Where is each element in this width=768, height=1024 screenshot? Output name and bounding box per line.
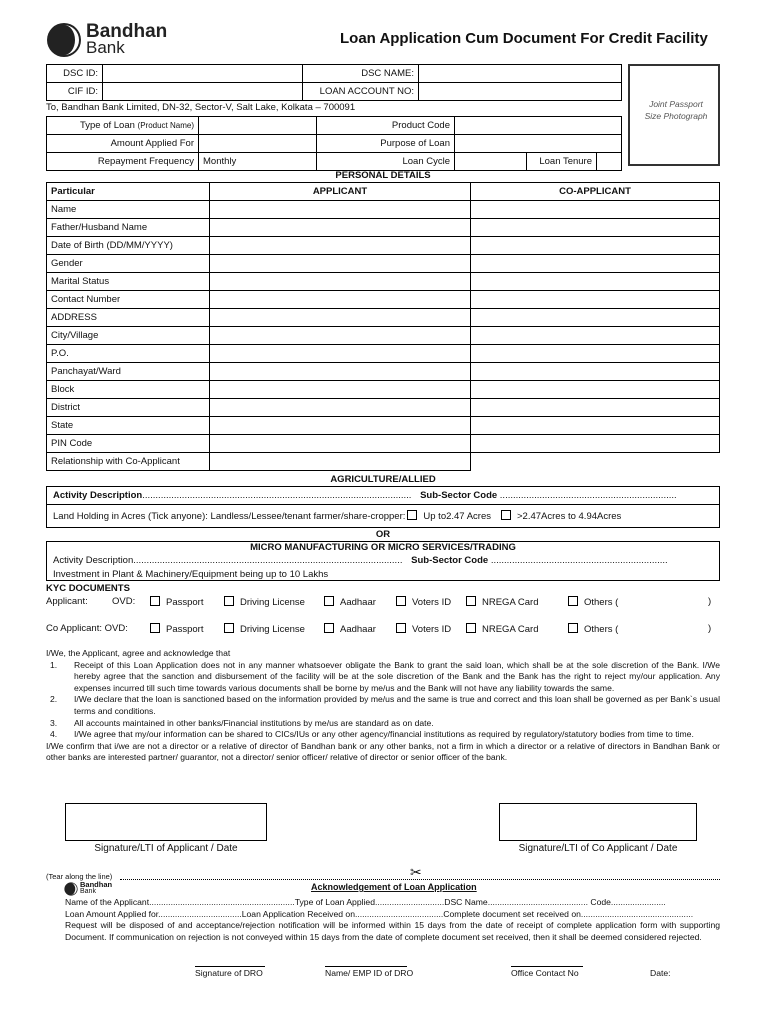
dsc-name-label: DSC NAME: (303, 65, 419, 83)
bank-name-line2: Bank (86, 38, 125, 57)
loan-account-label: LOAN ACCOUNT NO: (303, 83, 419, 101)
declaration-item-number: 2. (50, 694, 58, 705)
type-of-loan-label: Type of Loan (Product Name) (47, 117, 199, 135)
coapplicant-signature-box[interactable] (499, 803, 697, 841)
repayment-frequency-label: Repayment Frequency (47, 153, 199, 171)
personal-row-label: Marital Status (47, 273, 210, 291)
tear-label: (Tear along the line) (46, 872, 113, 881)
ack-logo-line2: Bank (80, 888, 96, 895)
applicant-field[interactable] (210, 381, 471, 399)
micro-investment: Investment in Plant & Machinery/Equipment being up to 10 Lakhs (53, 569, 329, 580)
kyc-applicant-label: Applicant: (46, 596, 88, 607)
coapplicant-others-label: Others ( (584, 624, 619, 635)
coapplicant-field[interactable] (471, 345, 720, 363)
applicant-voters-label: Voters ID (412, 597, 452, 608)
ack-logo (64, 881, 124, 897)
product-code-field[interactable] (455, 117, 622, 135)
relationship-label: Relationship with Co-Applicant (47, 453, 210, 471)
declaration-item (46, 718, 720, 730)
dro-name-label: Name/ EMP ID of DRO (325, 968, 414, 978)
applicant-driving-label: Driving License (240, 597, 305, 608)
or-divider: OR (375, 529, 391, 540)
page-title: Loan Application Cum Document For Credit Facility (340, 30, 708, 47)
declaration-item (46, 729, 720, 741)
personal-row (47, 381, 720, 399)
declaration-confirm: I/We confirm that i/we are not a director or a relative of director of Bandhan bank or any other banks, not a firm in which a director or a relative of directors in Bandhan Bank or other banks are interested partner/ guarantor, not a director/ senior officer/ relative of director or senior officer of the bank. (46, 740, 720, 763)
micro-box (46, 541, 720, 581)
personal-row (47, 237, 720, 255)
amount-applied-field[interactable] (199, 135, 317, 153)
photo-box[interactable] (628, 64, 720, 166)
applicant-others-label: Others ( (584, 597, 619, 608)
kyc-applicant-ovd: OVD: (112, 596, 136, 607)
applicant-nrega-label: NREGA Card (482, 597, 539, 608)
coapplicant-field[interactable] (471, 399, 720, 417)
coapplicant-driving-checkbox[interactable] (224, 623, 234, 633)
dsc-cif-table (46, 64, 622, 101)
land-holding-label: Land Holding in Acres (Tick anyone): Landless/Lessee/tenant farmer/share-cropper: (53, 511, 406, 522)
personal-row-label: State (47, 417, 210, 435)
loan-tenure-label: Loan Tenure (527, 153, 597, 171)
personal-row (47, 417, 720, 435)
declaration-item (46, 694, 720, 717)
kyc-heading: KYC DOCUMENTS (46, 583, 130, 594)
personal-row-label: Father/Husband Name (47, 219, 210, 237)
applicant-voters-checkbox[interactable] (396, 596, 406, 606)
applicant-passport-label: Passport (166, 597, 204, 608)
kyc-coapplicant-row (46, 623, 720, 637)
coapplicant-aadhaar-checkbox[interactable] (324, 623, 334, 633)
personal-row-label: Contact Number (47, 291, 210, 309)
personal-details-heading: PERSONAL DETAILS (335, 170, 431, 181)
personal-row-label: PIN Code (47, 435, 210, 453)
cif-id-label: CIF ID: (47, 83, 103, 101)
micro-activity-label: Activity Description (53, 555, 134, 566)
bank-logo (46, 22, 166, 58)
scissors-icon: ✂ (410, 864, 422, 880)
repayment-frequency-value[interactable]: Monthly (199, 153, 317, 171)
ack-notice: Request will be disposed of and acceptance/rejection notification will be informed within 15 days from the date of receipt of complete application form with supporting Document. If communication on rejection is not conveyed within 15 days from the date of complete document set received, then it shall be deemed considered rejected. (65, 920, 720, 942)
loan-tenure-field[interactable] (597, 153, 622, 171)
office-contact-label: Office Contact No (511, 968, 579, 978)
declaration (46, 648, 720, 764)
applicant-field[interactable] (210, 309, 471, 327)
coapplicant-nrega-checkbox[interactable] (466, 623, 476, 633)
coapplicant-field[interactable] (471, 273, 720, 291)
applicant-field[interactable] (210, 345, 471, 363)
relationship-empty (471, 453, 720, 471)
ack-logo-line1: Bandhan (80, 880, 113, 889)
relationship-field[interactable] (210, 453, 471, 471)
coapplicant-signature-label: Signature/LTI of Co Applicant / Date (518, 843, 678, 854)
upto-247-checkbox[interactable] (407, 510, 417, 520)
applicant-aadhaar-checkbox[interactable] (324, 596, 334, 606)
bandhan-logo-small-icon (64, 882, 78, 896)
personal-row-label: Block (47, 381, 210, 399)
applicant-field[interactable] (210, 273, 471, 291)
coapplicant-field[interactable] (471, 291, 720, 309)
personal-row (47, 327, 720, 345)
above-247-label: >2.47Acres to 4.94Acres (517, 511, 622, 522)
dro-signature-line[interactable] (195, 966, 265, 967)
loan-account-field[interactable] (419, 83, 622, 101)
ack-line2: Loan Amount Applied for...................................Loan Application Received on.....................................Complete document set received on............................................... (65, 909, 694, 919)
personal-row (47, 291, 720, 309)
coapplicant-field[interactable] (471, 309, 720, 327)
applicant-field[interactable] (210, 399, 471, 417)
coapplicant-field[interactable] (471, 381, 720, 399)
type-of-loan-field[interactable] (199, 117, 317, 135)
agri-activity-field[interactable]: ...................................................................................................... (142, 490, 412, 501)
personal-row-label: Name (47, 201, 210, 219)
agri-subsector-field[interactable]: ................................................................... (499, 490, 677, 501)
amount-applied-label: Amount Applied For (47, 135, 199, 153)
col-particular: Particular (47, 183, 210, 201)
applicant-field[interactable] (210, 435, 471, 453)
loan-cycle-label: Loan Cycle (317, 153, 455, 171)
loan-cycle-field[interactable] (455, 153, 527, 171)
personal-row (47, 201, 720, 219)
loan-table (46, 116, 622, 171)
coapplicant-field[interactable] (471, 417, 720, 435)
applicant-aadhaar-label: Aadhaar (340, 597, 376, 608)
coapplicant-nrega-label: NREGA Card (482, 624, 539, 635)
coapplicant-passport-label: Passport (166, 624, 204, 635)
micro-heading: MICRO MANUFACTURING OR MICRO SERVICES/TRADING (250, 542, 516, 553)
personal-row-label: Gender (47, 255, 210, 273)
declaration-item-text: I/We agree that my/our information can be shared to CICs/IUs or any other agency/financial institutions as required by regulatory/statutory bodies from time to time. (74, 729, 694, 740)
micro-activity-field[interactable]: ...................................................................................................... (133, 555, 403, 566)
coapplicant-field[interactable] (471, 327, 720, 345)
coapplicant-voters-label: Voters ID (412, 624, 452, 635)
declaration-item-text: Receipt of this Loan Application does not in any manner whatsoever obligate the Bank to grant the said loan, which shall be at the sole discretion of the Bank. I/We hereby agree that the sanction and disbursement of the facility will be at the sole discretion of the Bank and the Bank has the right to reject my/our application. Any expenses incurred till such time towards various documents shall be borne by me/us and the Bank will not have any liability towards the same. (74, 659, 720, 693)
declaration-intro: I/We, the Applicant, agree and acknowledge that (46, 648, 231, 658)
relationship-row (47, 453, 720, 471)
product-code-label: Product Code (317, 117, 455, 135)
bandhan-logo-icon (46, 22, 82, 58)
dsc-name-field[interactable] (419, 65, 622, 83)
applicant-field[interactable] (210, 237, 471, 255)
applicant-signature-box[interactable] (65, 803, 267, 841)
applicant-others-close: ) (708, 596, 712, 607)
applicant-field[interactable] (210, 255, 471, 273)
kyc-coapplicant-label: Co Applicant: OVD: (46, 623, 128, 634)
personal-row-label: Panchayat/Ward (47, 363, 210, 381)
applicant-passport-checkbox[interactable] (150, 596, 160, 606)
bank-address: To, Bandhan Bank Limited, DN-32, Sector-V, Salt Lake, Kolkata – 700091 (46, 102, 356, 113)
bank-name-line1: Bandhan (86, 21, 168, 42)
coapplicant-passport-checkbox[interactable] (150, 623, 160, 633)
micro-subsector-label: Sub-Sector Code (411, 555, 489, 566)
agriculture-box (46, 486, 720, 528)
ack-title: Acknowledgement of Loan Application (311, 882, 477, 892)
personal-row-label: Date of Birth (DD/MM/YYYY) (47, 237, 210, 255)
applicant-signature-label: Signature/LTI of Applicant / Date (94, 843, 238, 854)
personal-row (47, 399, 720, 417)
purpose-field[interactable] (455, 135, 622, 153)
personal-row (47, 435, 720, 453)
personal-row-label: District (47, 399, 210, 417)
agri-subsector-label: Sub-Sector Code (420, 490, 498, 501)
applicant-field[interactable] (210, 219, 471, 237)
personal-row-label: P.O. (47, 345, 210, 363)
coapplicant-field[interactable] (471, 219, 720, 237)
kyc-applicant-row (46, 596, 720, 610)
dsc-id-field[interactable] (103, 65, 303, 83)
coapplicant-voters-checkbox[interactable] (396, 623, 406, 633)
coapplicant-others-checkbox[interactable] (568, 623, 578, 633)
coapplicant-field[interactable] (471, 201, 720, 219)
declaration-item-text: All accounts maintained in other banks/Financial institutions by me/us are standard as on date. (74, 717, 434, 728)
purpose-label: Purpose of Loan (317, 135, 455, 153)
personal-row-label: ADDRESS (47, 309, 210, 327)
declaration-item (46, 660, 720, 695)
coapplicant-others-close: ) (708, 623, 712, 634)
applicant-driving-checkbox[interactable] (224, 596, 234, 606)
personal-row (47, 345, 720, 363)
office-contact-line[interactable] (511, 966, 583, 967)
dro-signature-label: Signature of DRO (195, 968, 263, 978)
applicant-field[interactable] (210, 327, 471, 345)
declaration-item-number: 3. (50, 717, 58, 728)
personal-row (47, 309, 720, 327)
declaration-item-number: 1. (50, 659, 58, 670)
applicant-others-checkbox[interactable] (568, 596, 578, 606)
applicant-field[interactable] (210, 291, 471, 309)
personal-row-label: City/Village (47, 327, 210, 345)
above-247-checkbox[interactable] (501, 510, 511, 520)
applicant-field[interactable] (210, 201, 471, 219)
coapplicant-field[interactable] (471, 255, 720, 273)
declaration-item-number: 4. (50, 729, 58, 740)
upto-247-label: Up to2.47 Acres (423, 511, 491, 522)
dsc-id-label: DSC ID: (47, 65, 103, 83)
coapplicant-aadhaar-label: Aadhaar (340, 624, 376, 635)
ack-line1: Name of the Applicant.............................................................Type of Loan Applied.............................DSC Name.......................................... Code....................... (65, 897, 666, 907)
applicant-nrega-checkbox[interactable] (466, 596, 476, 606)
cif-id-field[interactable] (103, 83, 303, 101)
personal-row (47, 363, 720, 381)
agri-activity-label: Activity Description (53, 490, 143, 501)
col-applicant: APPLICANT (210, 183, 471, 201)
photo-label: Joint Passport Size Photograph (644, 99, 708, 121)
coapplicant-driving-label: Driving License (240, 624, 305, 635)
dro-name-line[interactable] (325, 966, 407, 967)
ack-date-label: Date: (650, 968, 671, 978)
coapplicant-field[interactable] (471, 237, 720, 255)
personal-details-table (46, 182, 720, 471)
personal-row (47, 255, 720, 273)
agriculture-heading: AGRICULTURE/ALLIED (330, 474, 436, 485)
coapplicant-field[interactable] (471, 363, 720, 381)
coapplicant-field[interactable] (471, 435, 720, 453)
applicant-field[interactable] (210, 417, 471, 435)
col-coapplicant: CO-APPLICANT (471, 183, 720, 201)
declaration-item-text: I/We declare that the loan is sanctioned based on the information provided by me/us and the same is true and correct and this loan shall be governed as per Bank`s usual terms and conditions. (74, 694, 720, 716)
applicant-field[interactable] (210, 363, 471, 381)
micro-subsector-field[interactable]: ................................................................... (490, 555, 668, 566)
personal-row (47, 219, 720, 237)
personal-row (47, 273, 720, 291)
